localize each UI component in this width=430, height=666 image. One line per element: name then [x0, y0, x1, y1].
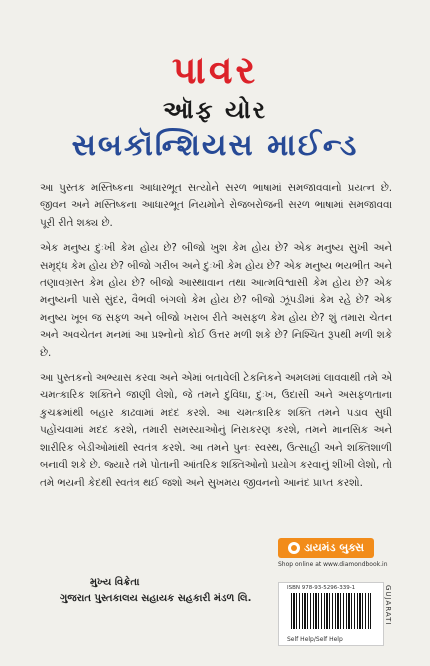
- title-line-2: ઑફ યોર: [162, 96, 268, 124]
- description-paragraph-3: આ પુસ્તકનો અભ્યાસ કરવા અને એમાં બતાવેલી ટેકનિકને અમલમાં લાવવાથી તમે એ ચમત્કારિક શક્તિને જાણી લેશો, જે તમને દુવિધા, દુઃખ, ઉદાસી અને અસફળતાના કુચક્રમાંથી બહાર કાઢવામાં મદદ કરશે. આ ચમત્કારિક શક્તિ તમને પડાવ સુધી પહોંચવામાં મદદ કરશે, તમારી સમસ્યાઓનું નિરાકરણ કરશે, તમને માનસિક અને શારીરિક બેડીઓમાંથી સ્વતંત્ર કરશે. આ તમને પુનઃ સ્વસ્થ, ઉત્સાહી અને શક્તિશાળી બનાવી શકે છે. જ્યારે તમે પોતાની આંતરિક શક્તિઓનો પ્રયોગ કરવાનું શીખી લેશો, તો તમે ભયની કેદથી સ્વતંત્ર થઈ જશો અને સુખમય જીવનનો આનંદ પ્રાપ્ત કરશો.: [40, 372, 392, 489]
- distributor-name: ગુજરાત પુસ્તકાલય સહાયક સહકારી મંડળ લિ.: [60, 593, 252, 604]
- publisher-name: ડાયમંડ બુક્સ: [303, 541, 365, 554]
- distributor-info: [60, 575, 251, 607]
- publisher-url: Shop online at www.diamondbook.in: [278, 561, 388, 568]
- barcode-bars-icon: [291, 593, 371, 629]
- publisher-block: [278, 538, 388, 568]
- diamond-logo-icon: [288, 542, 300, 554]
- distributor-heading: મુખ્ય વિક્રેતા: [90, 577, 140, 588]
- title-line-3: સબકૉન્શિયસ માઈન્ડ: [71, 128, 359, 163]
- book-category: Self Help/Self Help: [287, 636, 343, 643]
- description-paragraph-1: આ પુસ્તક મસ્તિષ્કના આધારભૂત સત્યોને સરળ ભાષામાં સમજાવવાનો પ્રયત્ન છે. જીવન અને મસ્તિષ્કના આધારભૂત નિયમોને રોજબરોજની સરળ ભાષામાં સમજાવવા પૂરી રીતે શક્ય છે.: [40, 182, 392, 229]
- publisher-logo: [278, 538, 374, 558]
- isbn-text: ISBN 978-93-5296-339-1: [287, 585, 356, 591]
- title-line-1: પાવર: [171, 48, 259, 92]
- description-text: [40, 180, 392, 500]
- barcode: [278, 582, 384, 646]
- language-label: GUJARATI: [384, 585, 392, 626]
- description-paragraph-2: એક મનુષ્ય દુઃખી કેમ હોય છે? બીજો ખુશ કેમ હોય છે? એક મનુષ્ય સુખી અને સમૃદ્ધ કેમ હોય છે? બીજો ગરીબ અને દુઃખી કેમ હોય છે? એક મનુષ્ય ભયભીત અને તણાવગ્રસ્ત કેમ હોય છે? બીજો આસ્થાવાન તથા આત્મવિશ્વાસી કેમ હોય છે? એક મનુષ્યની પાસે સુંદર, વૈભવી બંગલો કેમ હોય છે? બીજો ઝૂંપડીમાં કેમ રહે છે? એક મનુષ્ય ખૂબ જ સફળ અને બીજો ખરાબ રીતે અસફળ કેમ હોય છે? શું તમારા ચેતન અને અવચેતન મનમાં આ પ્રશ્નોનો કોઈ ઉત્તર મળી શકે છે? નિશ્ચિત રૂપથી મળી શકે છે.: [40, 242, 392, 359]
